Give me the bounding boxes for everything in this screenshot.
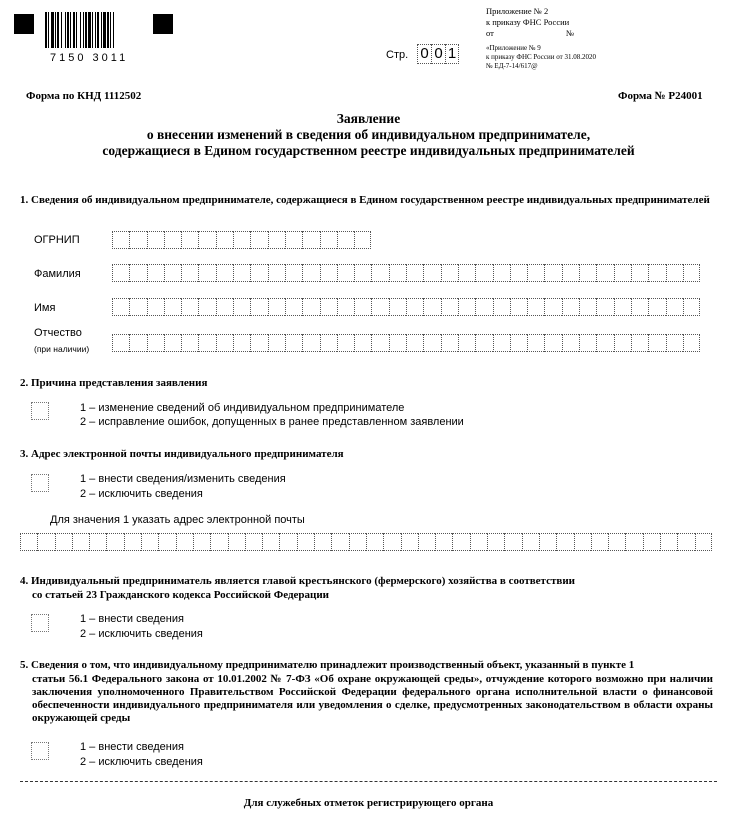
entry-cell[interactable]	[72, 533, 89, 551]
reason-checkbox[interactable]	[31, 402, 49, 420]
entry-cell[interactable]	[648, 298, 665, 316]
entry-cell[interactable]	[320, 334, 337, 352]
entry-cell[interactable]	[631, 334, 648, 352]
entry-cell[interactable]	[147, 334, 164, 352]
entry-cell[interactable]	[147, 231, 164, 249]
entry-cell[interactable]	[441, 298, 458, 316]
entry-cell[interactable]	[614, 298, 631, 316]
reason-option: 2 – исправление ошибок, допущенных в ранее представленном заявлении	[80, 416, 464, 428]
entry-cell[interactable]	[666, 334, 683, 352]
entry-cell[interactable]	[164, 264, 181, 282]
entry-cell[interactable]	[320, 231, 337, 249]
entry-cell[interactable]	[198, 298, 215, 316]
entry-cell[interactable]	[262, 533, 279, 551]
entry-cell[interactable]	[228, 533, 245, 551]
entry-cell[interactable]	[268, 231, 285, 249]
entry-cell[interactable]	[510, 334, 527, 352]
entry-cell[interactable]	[181, 298, 198, 316]
entry-cell[interactable]	[216, 231, 233, 249]
entry-cell[interactable]	[423, 334, 440, 352]
patronymic-input[interactable]	[112, 334, 700, 352]
facility-option: 2 – исключить сведения	[80, 756, 203, 768]
entry-cell[interactable]	[164, 298, 181, 316]
entry-cell[interactable]	[401, 533, 418, 551]
entry-cell[interactable]	[579, 264, 596, 282]
barcode-number: 7150 3011	[50, 52, 129, 64]
entry-cell[interactable]	[331, 533, 348, 551]
section4-title: со статьей 23 Гражданского кодекса Российской Федерации	[32, 589, 330, 601]
entry-cell[interactable]	[677, 533, 694, 551]
entry-cell[interactable]	[198, 264, 215, 282]
entry-cell[interactable]	[470, 533, 487, 551]
ogrnip-input[interactable]	[112, 231, 371, 249]
entry-cell[interactable]	[648, 334, 665, 352]
entry-cell[interactable]	[371, 264, 388, 282]
entry-cell[interactable]	[112, 231, 129, 249]
name-input[interactable]	[112, 298, 700, 316]
entry-cell[interactable]	[666, 298, 683, 316]
entry-cell[interactable]	[210, 533, 227, 551]
appendix-number: №	[566, 28, 575, 38]
form-number: Форма № Р24001	[618, 90, 703, 102]
entry-cell[interactable]	[596, 264, 613, 282]
entry-cell[interactable]	[458, 298, 475, 316]
entry-cell[interactable]	[37, 533, 54, 551]
entry-cell[interactable]	[596, 298, 613, 316]
entry-cell[interactable]	[389, 298, 406, 316]
entry-cell[interactable]	[371, 334, 388, 352]
entry-cell[interactable]	[20, 533, 37, 551]
entry-cell[interactable]	[250, 334, 267, 352]
entry-cell[interactable]	[527, 264, 544, 282]
section2-title: 2. Причина представления заявления	[20, 377, 208, 389]
entry-cell[interactable]	[510, 264, 527, 282]
patronymic-note: (при наличии)	[34, 344, 90, 354]
entry-cell[interactable]	[354, 264, 371, 282]
entry-cell[interactable]	[475, 298, 492, 316]
entry-cell[interactable]	[458, 264, 475, 282]
entry-cell[interactable]	[579, 334, 596, 352]
appendix-line: Приложение № 2	[486, 6, 549, 16]
page-number-field[interactable]	[417, 44, 459, 64]
entry-cell[interactable]	[631, 264, 648, 282]
entry-cell[interactable]	[389, 334, 406, 352]
entry-cell[interactable]	[285, 298, 302, 316]
page-label: Стр.	[386, 49, 409, 61]
farm-checkbox[interactable]	[31, 614, 49, 632]
entry-cell[interactable]	[648, 264, 665, 282]
entry-cell[interactable]	[285, 231, 302, 249]
entry-cell[interactable]	[452, 533, 469, 551]
appendix-line: «Приложение № 9	[486, 44, 541, 52]
patronymic-label: Отчество	[34, 327, 82, 339]
entry-cell[interactable]	[625, 533, 642, 551]
entry-cell[interactable]	[233, 231, 250, 249]
ogrnip-label: ОГРНИП	[34, 234, 80, 246]
entry-cell[interactable]	[441, 264, 458, 282]
entry-cell[interactable]	[354, 334, 371, 352]
entry-cell[interactable]	[493, 298, 510, 316]
entry-cell[interactable]	[522, 533, 539, 551]
farm-option: 1 – внести сведения	[80, 613, 184, 625]
entry-cell[interactable]	[354, 298, 371, 316]
entry-cell[interactable]	[660, 533, 677, 551]
entry-cell[interactable]	[268, 264, 285, 282]
entry-cell[interactable]	[493, 264, 510, 282]
entry-cell[interactable]	[245, 533, 262, 551]
entry-cell[interactable]	[504, 533, 521, 551]
entry-cell[interactable]	[302, 264, 319, 282]
entry-cell[interactable]	[124, 533, 141, 551]
entry-cell[interactable]	[406, 334, 423, 352]
entry-cell[interactable]	[129, 298, 146, 316]
farm-option: 2 – исключить сведения	[80, 628, 203, 640]
entry-cell[interactable]	[112, 334, 129, 352]
section5-title: 5. Сведения о том, что индивидуальному предпринимателю принадлежит производственный объект, указанный в пункте 1	[20, 659, 635, 671]
entry-cell[interactable]	[510, 298, 527, 316]
entry-cell[interactable]	[141, 533, 158, 551]
entry-cell[interactable]	[423, 298, 440, 316]
entry-cell[interactable]	[297, 533, 314, 551]
entry-cell[interactable]	[527, 298, 544, 316]
entry-cell[interactable]	[643, 533, 660, 551]
title-line: Заявление	[336, 111, 401, 126]
entry-cell[interactable]	[129, 231, 146, 249]
form-title	[0, 111, 737, 159]
entry-cell[interactable]	[285, 334, 302, 352]
entry-cell[interactable]	[371, 298, 388, 316]
entry-cell[interactable]	[250, 298, 267, 316]
entry-cell[interactable]	[337, 264, 354, 282]
entry-cell[interactable]	[164, 231, 181, 249]
entry-cell[interactable]	[181, 334, 198, 352]
entry-cell[interactable]	[337, 231, 354, 249]
entry-cell[interactable]	[579, 298, 596, 316]
entry-cell[interactable]	[89, 533, 106, 551]
email-option: 1 – внести сведения/изменить сведения	[80, 473, 286, 485]
entry-cell[interactable]	[320, 298, 337, 316]
entry-cell[interactable]	[475, 264, 492, 282]
corner-marker-left	[14, 14, 34, 34]
entry-cell[interactable]	[147, 264, 164, 282]
form-knd: Форма по КНД 1112502	[26, 90, 142, 102]
entry-cell[interactable]	[527, 334, 544, 352]
entry-cell[interactable]	[129, 264, 146, 282]
entry-cell[interactable]	[591, 533, 608, 551]
title-line: содержащиеся в Едином государственном реестре индивидуальных предпринимателей	[102, 143, 635, 158]
entry-cell[interactable]	[250, 264, 267, 282]
entry-cell[interactable]	[631, 298, 648, 316]
email-note: Для значения 1 указать адрес электронной почты	[50, 514, 305, 526]
entry-cell[interactable]	[233, 264, 250, 282]
entry-cell[interactable]	[683, 264, 700, 282]
entry-cell[interactable]	[233, 334, 250, 352]
title-line: о внесении изменений в сведения об индивидуальном предпринимателе,	[146, 127, 591, 142]
entry-cell[interactable]	[418, 533, 435, 551]
facility-option: 1 – внести сведения	[80, 741, 184, 753]
section5-title: статьи 56.1 Федерального закона от 10.01.2002 № 7-ФЗ «Об охране окружающей среды», отчуждение которого возможно при наличии заключения уполномоченного Правительством Российской Федерации федерального органа исполнительной власти о финансовой обеспеченности индивидуального предпринимателя или уведомления о сделке, предусмотренных законодательством в области охраны окружающей среды	[32, 673, 713, 724]
entry-cell[interactable]	[193, 533, 210, 551]
section1-title: 1. Сведения об индивидуальном предпринимателе, содержащиеся в Едином государственном реестре индивидуальных предпринимателей	[20, 194, 710, 206]
entry-cell[interactable]	[695, 533, 712, 551]
entry-cell[interactable]	[337, 298, 354, 316]
reason-option: 1 – изменение сведений об индивидуальном предпринимателе	[80, 402, 405, 414]
surname-label: Фамилия	[34, 268, 81, 280]
entry-cell[interactable]	[250, 231, 267, 249]
appendix-line: № ЕД-7-14/617@	[486, 62, 538, 70]
entry-cell[interactable]	[458, 334, 475, 352]
page-digit: 0	[431, 44, 445, 64]
entry-cell[interactable]	[181, 264, 198, 282]
footer-divider	[20, 781, 717, 782]
email-input[interactable]	[20, 533, 712, 551]
entry-cell[interactable]	[354, 231, 371, 249]
entry-cell[interactable]	[349, 533, 366, 551]
entry-cell[interactable]	[493, 334, 510, 352]
appendix-line: к приказу ФНС России от 31.08.2020	[486, 53, 596, 61]
entry-cell[interactable]	[129, 334, 146, 352]
appendix-line: к приказу ФНС России	[486, 17, 570, 27]
entry-cell[interactable]	[112, 264, 129, 282]
corner-marker-right	[153, 14, 173, 34]
section4-title: 4. Индивидуальный предприниматель является главой крестьянского (фермерского) хозяйства в соответствии	[20, 575, 575, 587]
entry-cell[interactable]	[544, 264, 561, 282]
footer-title: Для служебных отметок регистрирующего органа	[243, 797, 494, 809]
entry-cell[interactable]	[106, 533, 123, 551]
entry-cell[interactable]	[596, 334, 613, 352]
page-digit: 1	[445, 44, 459, 64]
entry-cell[interactable]	[337, 334, 354, 352]
entry-cell[interactable]	[441, 334, 458, 352]
entry-cell[interactable]	[666, 264, 683, 282]
entry-cell[interactable]	[389, 264, 406, 282]
surname-input[interactable]	[112, 264, 700, 282]
entry-cell[interactable]	[158, 533, 175, 551]
entry-cell[interactable]	[683, 298, 700, 316]
entry-cell[interactable]	[285, 264, 302, 282]
entry-cell[interactable]	[181, 231, 198, 249]
entry-cell[interactable]	[556, 533, 573, 551]
entry-cell[interactable]	[112, 298, 129, 316]
email-checkbox[interactable]	[31, 474, 49, 492]
entry-cell[interactable]	[366, 533, 383, 551]
entry-cell[interactable]	[562, 334, 579, 352]
entry-cell[interactable]	[302, 298, 319, 316]
entry-cell[interactable]	[562, 264, 579, 282]
entry-cell[interactable]	[198, 231, 215, 249]
entry-cell[interactable]	[608, 533, 625, 551]
appendix-from: от	[486, 28, 494, 38]
entry-cell[interactable]	[216, 334, 233, 352]
name-label: Имя	[34, 302, 56, 314]
entry-cell[interactable]	[544, 334, 561, 352]
entry-cell[interactable]	[435, 533, 452, 551]
entry-cell[interactable]	[233, 298, 250, 316]
email-option: 2 – исключить сведения	[80, 488, 203, 500]
entry-cell[interactable]	[268, 334, 285, 352]
page-digit: 0	[417, 44, 431, 64]
entry-cell[interactable]	[487, 533, 504, 551]
entry-cell[interactable]	[562, 298, 579, 316]
entry-cell[interactable]	[574, 533, 591, 551]
entry-cell[interactable]	[423, 264, 440, 282]
entry-cell[interactable]	[302, 231, 319, 249]
entry-cell[interactable]	[320, 264, 337, 282]
entry-cell[interactable]	[544, 298, 561, 316]
entry-cell[interactable]	[198, 334, 215, 352]
entry-cell[interactable]	[216, 264, 233, 282]
entry-cell[interactable]	[383, 533, 400, 551]
entry-cell[interactable]	[614, 264, 631, 282]
entry-cell[interactable]	[314, 533, 331, 551]
entry-cell[interactable]	[55, 533, 72, 551]
entry-cell[interactable]	[216, 298, 233, 316]
entry-cell[interactable]	[406, 264, 423, 282]
entry-cell[interactable]	[164, 334, 181, 352]
entry-cell[interactable]	[147, 298, 164, 316]
entry-cell[interactable]	[176, 533, 193, 551]
entry-cell[interactable]	[268, 298, 285, 316]
entry-cell[interactable]	[406, 298, 423, 316]
entry-cell[interactable]	[683, 334, 700, 352]
entry-cell[interactable]	[539, 533, 556, 551]
barcode	[45, 12, 116, 48]
barcode-bar	[114, 12, 116, 48]
entry-cell[interactable]	[475, 334, 492, 352]
entry-cell[interactable]	[614, 334, 631, 352]
section3-title: 3. Адрес электронной почты индивидуального предпринимателя	[20, 448, 344, 460]
entry-cell[interactable]	[279, 533, 296, 551]
facility-checkbox[interactable]	[31, 742, 49, 760]
entry-cell[interactable]	[302, 334, 319, 352]
